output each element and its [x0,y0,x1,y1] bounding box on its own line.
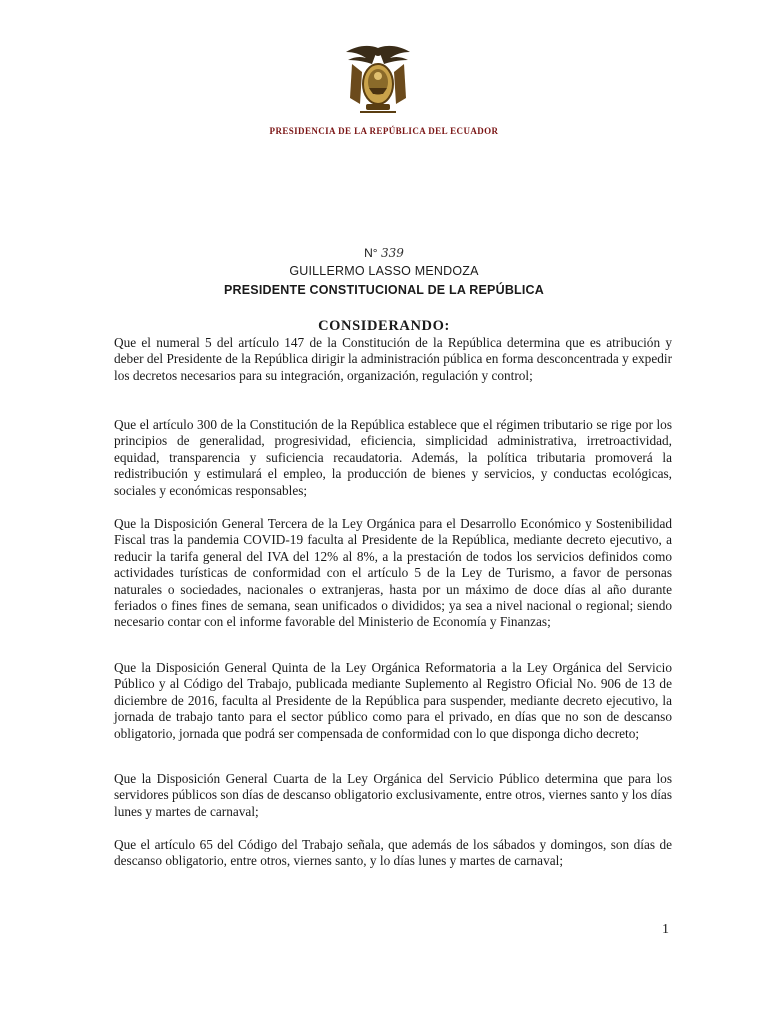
president-name: GUILLERMO LASSO MENDOZA [289,264,479,278]
paragraph-4: Que la Disposición General Quinta de la Ley Orgánica Reformatoria a la Ley Orgánica del Servicio Público y al Código del Trabajo, publicada mediante Suplemento al Registro Oficial No. 906 de 13 de diciembre de 2016, faculta al Presidente de la República para suspender, mediante decreto ejecutivo, la jornada de trabajo tanto para el sector público como para el privado, en días que no son de descanso obligatorio, jornada que podrá ser compensada de conformidad con lo que disponga dicho decreto; [114,660,672,741]
coat-of-arms-ecuador-icon [338,42,418,118]
president-office: PRESIDENTE CONSTITUCIONAL DE LA REPÚBLICA [223,283,545,297]
paragraph-6: Que el artículo 65 del Código del Trabajo señala, que además de los sábados y domingos, son días de descanso obligatorio, entre otros, viernes santo, y lo días lunes y martes de carnaval; [114,837,672,869]
decree-number-label: N° [364,246,378,260]
paragraph-5: Que la Disposición General Cuarta de la Ley Orgánica del Servicio Público determina que para los servidores públicos son días de descanso obligatorio exclusivamente, entre otros, viernes santo y los días lunes y martes de carnaval; [114,771,672,819]
considering-heading: CONSIDERANDO: [318,318,450,334]
paragraph-2: Que el artículo 300 de la Constitución de la República establece que el régimen tributario se rige por los principios de generalidad, progresividad, eficiencia, simplicidad administrativa, irretroactividad, equidad, transparencia y suficiencia recaudatoria. Además, la política tributaria promoverá la redistribución y estimulará el empleo, la producción de bienes y servicios, y conductas ecológicas, sociales y económicas responsables; [114,417,672,498]
decree-number [0,246,768,260]
paragraph-3: Que la Disposición General Tercera de la Ley Orgánica para el Desarrollo Económico y Sostenibilidad Fiscal tras la pandemia COVID-19 faculta al Presidente de la República, mediante decreto ejecutivo, a reducir la tarifa general del IVA del 12% al 8%, a la prestación de todos los servicios definidos como actividades turísticas de conformidad con el artículo 5 de la Ley de Turismo, a favor de personas naturales o sociedades, nacionales o extranjeras, hasta por un máximo de doce días al año durante feriados o fines fines de semana, sean unificados o divididos; ya sea a nivel nacional o regional; siendo necesario contar con el informe favorable del Ministerio de Economía y Finanzas; [114,516,672,630]
institution-header: PRESIDENCIA DE LA REPÚBLICA DEL ECUADOR [269,126,499,136]
page-number: 1 [662,922,669,937]
paragraph-1: Que el numeral 5 del artículo 147 de la Constitución de la República determina que es atribución y deber del Presidente de la República dirigir la administración pública en forma desconcentrada y expedir los decretos necesarios para su integración, organización, regulación y control; [114,335,672,383]
decree-number-value: 339 [380,246,404,260]
